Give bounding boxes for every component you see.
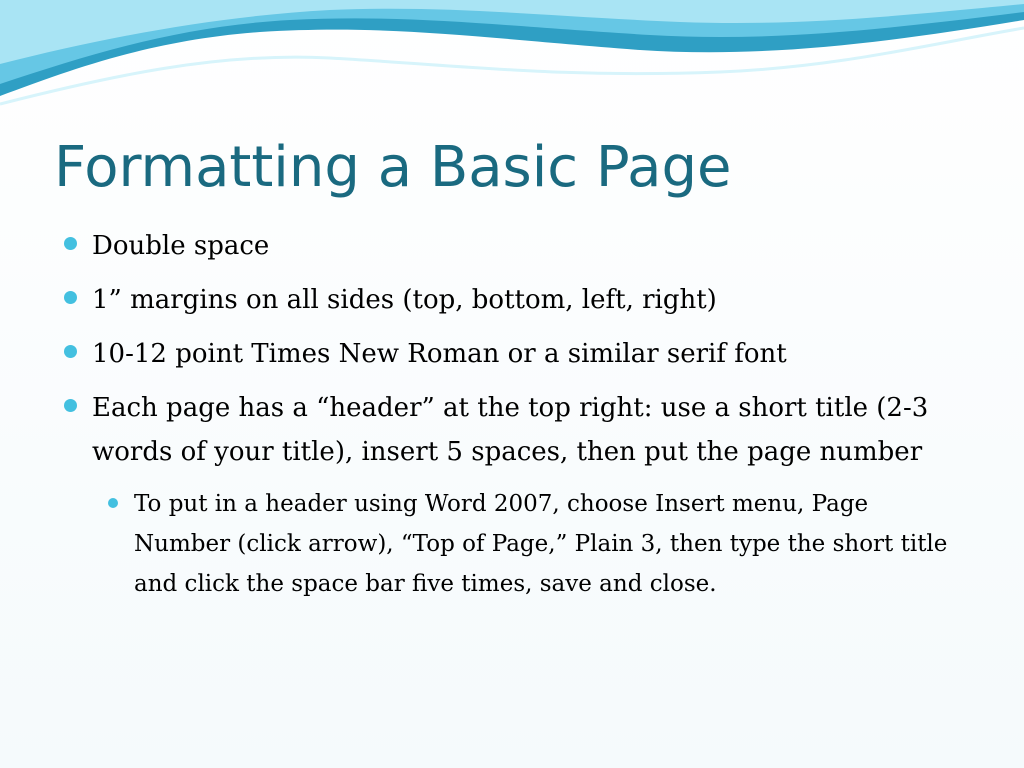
wave-decoration [0, 0, 1024, 120]
bullet-dot-icon [64, 291, 77, 304]
sub-bullet-text: To put in a header using Word 2007, choose Insert menu, Page Number (click arrow), “Top of Page,” Plain 3, then type the short title and click the space bar five times, save and close. [134, 491, 948, 597]
bullet-dot-icon [64, 345, 77, 358]
sub-bullet-item [62, 484, 962, 604]
bullet-text: Double space [92, 231, 270, 261]
bullet-item [62, 386, 962, 474]
bullet-list [62, 224, 962, 604]
bullet-dot-icon [64, 237, 77, 250]
bullet-dot-icon [64, 399, 77, 412]
bullet-text: 1” margins on all sides (top, bottom, left, right) [92, 285, 717, 315]
bullet-item [62, 278, 962, 322]
sub-bullet-dot-icon [108, 498, 118, 508]
bullet-item [62, 332, 962, 376]
bullet-text: 10-12 point Times New Roman or a similar serif font [92, 339, 787, 369]
bullet-text: Each page has a “header” at the top right: use a short title (2-3 words of your title), insert 5 spaces, then put the page number [92, 393, 929, 467]
bullet-item [62, 224, 962, 268]
slide-title: Formatting a Basic Page [54, 135, 732, 200]
